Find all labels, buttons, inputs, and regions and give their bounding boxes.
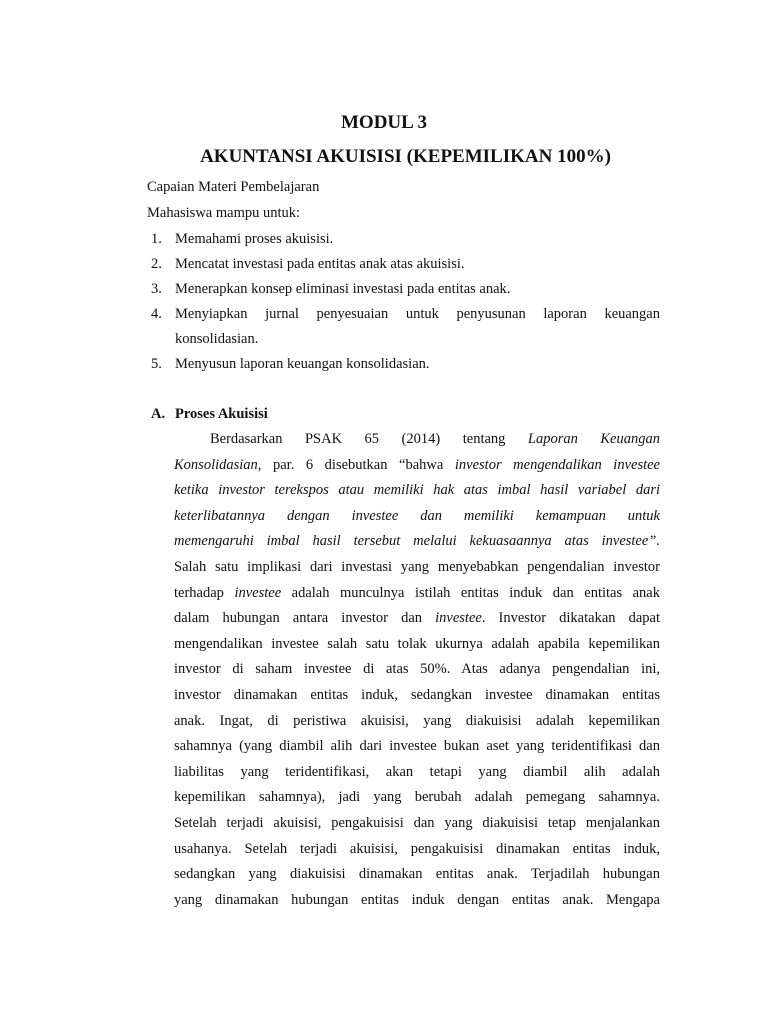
module-label: MODUL 3: [340, 112, 428, 133]
objective-text: Menyiapkan jurnal penyesuaian untuk penyusunan laporan keuangan: [175, 306, 660, 322]
objective-number: 4.: [151, 306, 162, 322]
section-title: Proses Akuisisi: [175, 406, 268, 422]
paragraph-line: [174, 659, 660, 685]
paragraph-line: [174, 634, 660, 660]
paragraph-text: usahanya. Setelah terjadi akuisisi, pengakuisisi dinamakan entitas induk,: [174, 840, 660, 857]
paragraph-italic-text: keterlibatannya dengan investee dan memiliki kemampuan untuk: [174, 507, 660, 524]
section-a-paragraph: [174, 429, 660, 915]
paragraph-text: terhadap: [174, 584, 235, 601]
paragraph-text: liabilitas yang teridentifikasi, akan tetapi yang diambil alih adalah: [174, 763, 660, 780]
paragraph-text: investor di saham investee di atas 50%. Atas adanya pengendalian ini,: [174, 661, 660, 678]
paragraph-text: Setelah terjadi akuisisi, pengakuisisi dan yang diakuisisi tetap menjalankan: [174, 814, 660, 831]
paragraph-text: investor dinamakan entitas induk, sedangkan investee dinamakan entitas: [174, 686, 660, 703]
objective-number: 2.: [151, 256, 162, 272]
objective-text: Menerapkan konsep eliminasi investasi pada entitas anak.: [175, 281, 511, 297]
paragraph-line: [174, 429, 660, 455]
paragraph-line: [174, 813, 660, 839]
module-title: AKUNTANSI AKUISISI (KEPEMILIKAN 100%): [200, 146, 611, 167]
learning-outcomes-lead: Mahasiswa mampu untuk:: [147, 205, 301, 221]
paragraph-text: kepemilikan sahamnya), jadi yang berubah adalah pemegang sahamnya.: [174, 789, 660, 806]
paragraph-line: [174, 455, 660, 481]
paragraph-line: [174, 583, 660, 609]
paragraph-line: [174, 608, 660, 634]
paragraph-line: [174, 762, 660, 788]
paragraph-italic-text: Konsolidasian,: [174, 456, 262, 473]
paragraph-text: . Investor dikatakan dapat: [481, 610, 660, 627]
paragraph-italic-text: ketika investor terekspos atau memiliki hak atas imbal hasil variabel dari: [174, 482, 660, 499]
objective-text: Menyusun laporan keuangan konsolidasian.: [175, 356, 430, 372]
objective-number: 1.: [151, 231, 162, 247]
paragraph-line: [174, 480, 660, 506]
paragraph-line: [174, 685, 660, 711]
paragraph-line: [174, 506, 660, 532]
section-letter: A.: [151, 406, 166, 422]
objective-number: 5.: [151, 356, 162, 372]
paragraph-text: adalah munculnya istilah entitas induk dan entitas anak: [281, 584, 660, 601]
objective-text: Memahami proses akuisisi.: [175, 231, 334, 247]
paragraph-text: sedangkan yang diakuisisi dinamakan entitas anak. Terjadilah hubungan: [174, 866, 660, 883]
paragraph-text: sahamnya (yang diambil alih dari investee bukan aset yang teridentifikasi dan: [174, 738, 660, 755]
paragraph-text: par. 6 disebutkan “bahwa: [261, 456, 455, 473]
paragraph-line: [174, 736, 660, 762]
paragraph-line: [174, 711, 660, 737]
paragraph-italic-text: investee: [234, 584, 282, 601]
paragraph-italic-text: Laporan Keuangan: [527, 431, 660, 447]
paragraph-text: Salah satu implikasi dari investasi yang menyebabkan pengendalian investor: [174, 558, 660, 575]
paragraph-text: yang dinamakan hubungan entitas induk dengan entitas anak. Mengapa: [174, 891, 660, 908]
paragraph-line: [174, 839, 660, 865]
paragraph-text: dalam hubungan antara investor dan: [174, 610, 436, 627]
paragraph-text: mengendalikan investee salah satu tolak ukurnya adalah apabila kepemilikan: [174, 635, 660, 652]
paragraph-text: anak. Ingat, di peristiwa akuisisi, yang diakuisisi adalah kepemilikan: [174, 712, 660, 729]
paragraph-italic-text: memengaruhi imbal hasil tersebut melalui kekuasaannya atas investee”.: [174, 533, 660, 550]
paragraph-italic-text: investee: [435, 610, 482, 627]
paragraph-text: Berdasarkan PSAK 65 (2014) tentang: [210, 431, 528, 447]
objective-text: Mencatat investasi pada entitas anak atas akuisisi.: [175, 256, 465, 272]
learning-outcomes-heading: Capaian Materi Pembelajaran: [147, 179, 320, 195]
paragraph-line: [174, 531, 660, 557]
objective-text-continued: konsolidasian.: [175, 331, 259, 347]
paragraph-line: [174, 890, 660, 916]
paragraph-line: [174, 864, 660, 890]
objective-number: 3.: [151, 281, 162, 297]
paragraph-line: [174, 557, 660, 583]
paragraph-italic-text: investor mengendalikan investee: [454, 456, 660, 473]
paragraph-line: [174, 787, 660, 813]
